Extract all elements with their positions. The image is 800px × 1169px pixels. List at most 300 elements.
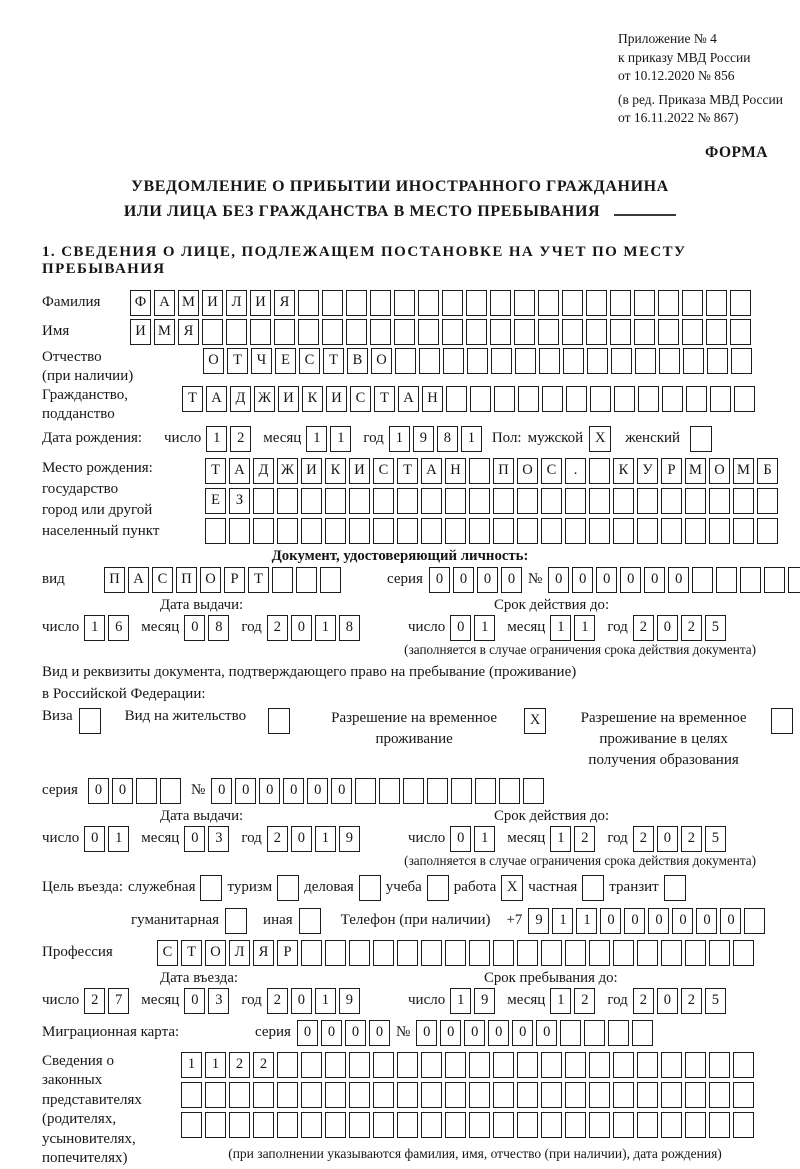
residence-permit-checkbox[interactable]: [268, 708, 290, 734]
birth-month-cells[interactable]: [306, 426, 351, 452]
purpose-work-checkbox[interactable]: X: [501, 875, 523, 901]
char-cell[interactable]: 0: [572, 567, 593, 593]
char-cell[interactable]: [610, 290, 631, 316]
char-cell[interactable]: [589, 1082, 610, 1108]
char-cell[interactable]: 1: [474, 615, 495, 641]
char-cell[interactable]: [565, 518, 586, 544]
char-cell[interactable]: [565, 1082, 586, 1108]
char-cell[interactable]: [355, 778, 376, 804]
char-cell[interactable]: [517, 488, 538, 514]
char-cell[interactable]: Ф: [130, 290, 151, 316]
char-cell[interactable]: [541, 1112, 562, 1138]
char-cell[interactable]: 0: [369, 1020, 390, 1046]
char-cell[interactable]: [349, 488, 370, 514]
doc-kind-cells[interactable]: [104, 567, 341, 593]
char-cell[interactable]: [469, 518, 490, 544]
char-cell[interactable]: Л: [226, 290, 247, 316]
char-cell[interactable]: [542, 386, 563, 412]
char-cell[interactable]: [466, 290, 487, 316]
char-cell[interactable]: 9: [413, 426, 434, 452]
char-cell[interactable]: О: [203, 348, 224, 374]
char-cell[interactable]: [181, 1082, 202, 1108]
residence-issue-day-cells[interactable]: [84, 826, 129, 852]
visa-checkbox[interactable]: [79, 708, 101, 734]
char-cell[interactable]: И: [301, 458, 322, 484]
char-cell[interactable]: 2: [574, 826, 595, 852]
representatives-cells-row2[interactable]: [181, 1082, 754, 1108]
sex-female-checkbox[interactable]: [690, 426, 712, 452]
char-cell[interactable]: [469, 1082, 490, 1108]
citizenship-cells[interactable]: [182, 386, 755, 412]
char-cell[interactable]: С: [350, 386, 371, 412]
char-cell[interactable]: [493, 518, 514, 544]
char-cell[interactable]: [373, 1052, 394, 1078]
char-cell[interactable]: 0: [657, 826, 678, 852]
char-cell[interactable]: С: [152, 567, 173, 593]
char-cell[interactable]: М: [733, 458, 754, 484]
doc-valid-year-cells[interactable]: [633, 615, 726, 641]
char-cell[interactable]: [442, 290, 463, 316]
char-cell[interactable]: [637, 1112, 658, 1138]
char-cell[interactable]: 1: [315, 988, 336, 1014]
residence-series-cells[interactable]: [88, 778, 181, 804]
char-cell[interactable]: 9: [339, 988, 360, 1014]
doc-issue-day-cells[interactable]: [84, 615, 129, 641]
char-cell[interactable]: [716, 567, 737, 593]
char-cell[interactable]: [658, 319, 679, 345]
char-cell[interactable]: [325, 518, 346, 544]
char-cell[interactable]: [710, 386, 731, 412]
char-cell[interactable]: [730, 319, 751, 345]
doc-valid-month-cells[interactable]: [550, 615, 595, 641]
doc-issue-year-cells[interactable]: [267, 615, 360, 641]
char-cell[interactable]: [740, 567, 761, 593]
char-cell[interactable]: [610, 319, 631, 345]
char-cell[interactable]: [733, 488, 754, 514]
char-cell[interactable]: [325, 1112, 346, 1138]
char-cell[interactable]: [686, 386, 707, 412]
purpose-transit-checkbox[interactable]: [664, 875, 686, 901]
char-cell[interactable]: 0: [235, 778, 256, 804]
char-cell[interactable]: 8: [208, 615, 229, 641]
char-cell[interactable]: [539, 348, 560, 374]
char-cell[interactable]: [661, 940, 682, 966]
char-cell[interactable]: 0: [672, 908, 693, 934]
char-cell[interactable]: [541, 1082, 562, 1108]
char-cell[interactable]: И: [130, 319, 151, 345]
residence-issue-month-cells[interactable]: [184, 826, 229, 852]
char-cell[interactable]: [418, 319, 439, 345]
char-cell[interactable]: 0: [84, 826, 105, 852]
char-cell[interactable]: 2: [267, 615, 288, 641]
purpose-business-checkbox[interactable]: [359, 875, 381, 901]
char-cell[interactable]: [427, 778, 448, 804]
char-cell[interactable]: [499, 778, 520, 804]
char-cell[interactable]: [632, 1020, 653, 1046]
char-cell[interactable]: [637, 1082, 658, 1108]
char-cell[interactable]: [301, 940, 322, 966]
char-cell[interactable]: [541, 1052, 562, 1078]
char-cell[interactable]: 0: [512, 1020, 533, 1046]
char-cell[interactable]: [250, 319, 271, 345]
char-cell[interactable]: [445, 1052, 466, 1078]
char-cell[interactable]: [661, 1052, 682, 1078]
char-cell[interactable]: Б: [757, 458, 778, 484]
char-cell[interactable]: [613, 1052, 634, 1078]
char-cell[interactable]: [394, 319, 415, 345]
char-cell[interactable]: [587, 348, 608, 374]
char-cell[interactable]: [397, 940, 418, 966]
char-cell[interactable]: [638, 386, 659, 412]
char-cell[interactable]: [490, 319, 511, 345]
char-cell[interactable]: О: [517, 458, 538, 484]
char-cell[interactable]: 0: [416, 1020, 437, 1046]
char-cell[interactable]: 0: [283, 778, 304, 804]
char-cell[interactable]: 0: [440, 1020, 461, 1046]
char-cell[interactable]: 2: [633, 826, 654, 852]
residence-valid-month-cells[interactable]: [550, 826, 595, 852]
char-cell[interactable]: 1: [181, 1052, 202, 1078]
char-cell[interactable]: 1: [550, 826, 571, 852]
char-cell[interactable]: 8: [339, 615, 360, 641]
char-cell[interactable]: М: [154, 319, 175, 345]
char-cell[interactable]: [685, 488, 706, 514]
char-cell[interactable]: [586, 290, 607, 316]
char-cell[interactable]: [517, 1112, 538, 1138]
char-cell[interactable]: Т: [181, 940, 202, 966]
profession-cells[interactable]: [157, 940, 754, 966]
char-cell[interactable]: 0: [668, 567, 689, 593]
char-cell[interactable]: [253, 1082, 274, 1108]
char-cell[interactable]: [373, 518, 394, 544]
char-cell[interactable]: [685, 940, 706, 966]
char-cell[interactable]: [349, 1052, 370, 1078]
char-cell[interactable]: [523, 778, 544, 804]
char-cell[interactable]: [397, 1052, 418, 1078]
doc-valid-day-cells[interactable]: [450, 615, 495, 641]
char-cell[interactable]: [322, 319, 343, 345]
char-cell[interactable]: 1: [84, 615, 105, 641]
char-cell[interactable]: [706, 319, 727, 345]
doc-series-cells[interactable]: [429, 567, 522, 593]
char-cell[interactable]: [229, 1082, 250, 1108]
char-cell[interactable]: Я: [178, 319, 199, 345]
char-cell[interactable]: [685, 1082, 706, 1108]
char-cell[interactable]: [692, 567, 713, 593]
char-cell[interactable]: [467, 348, 488, 374]
char-cell[interactable]: 1: [550, 988, 571, 1014]
char-cell[interactable]: [373, 488, 394, 514]
char-cell[interactable]: Я: [253, 940, 274, 966]
char-cell[interactable]: [560, 1020, 581, 1046]
char-cell[interactable]: [370, 319, 391, 345]
migration-number-cells[interactable]: [416, 1020, 653, 1046]
char-cell[interactable]: [589, 940, 610, 966]
char-cell[interactable]: А: [128, 567, 149, 593]
char-cell[interactable]: 3: [208, 988, 229, 1014]
char-cell[interactable]: [301, 1052, 322, 1078]
char-cell[interactable]: 2: [230, 426, 251, 452]
char-cell[interactable]: [565, 1112, 586, 1138]
char-cell[interactable]: О: [205, 940, 226, 966]
char-cell[interactable]: 0: [548, 567, 569, 593]
char-cell[interactable]: 5: [705, 988, 726, 1014]
char-cell[interactable]: Т: [397, 458, 418, 484]
char-cell[interactable]: [493, 1082, 514, 1108]
char-cell[interactable]: [586, 319, 607, 345]
char-cell[interactable]: [637, 1052, 658, 1078]
char-cell[interactable]: 2: [267, 988, 288, 1014]
char-cell[interactable]: А: [398, 386, 419, 412]
char-cell[interactable]: [661, 518, 682, 544]
char-cell[interactable]: [757, 488, 778, 514]
entry-day-cells[interactable]: [84, 988, 129, 1014]
char-cell[interactable]: 1: [552, 908, 573, 934]
char-cell[interactable]: [490, 290, 511, 316]
char-cell[interactable]: Т: [205, 458, 226, 484]
char-cell[interactable]: [517, 1052, 538, 1078]
char-cell[interactable]: [682, 319, 703, 345]
char-cell[interactable]: [349, 940, 370, 966]
char-cell[interactable]: [397, 488, 418, 514]
char-cell[interactable]: [470, 386, 491, 412]
char-cell[interactable]: [469, 1112, 490, 1138]
char-cell[interactable]: [563, 348, 584, 374]
char-cell[interactable]: 2: [84, 988, 105, 1014]
char-cell[interactable]: [709, 1052, 730, 1078]
char-cell[interactable]: [421, 488, 442, 514]
char-cell[interactable]: [301, 518, 322, 544]
char-cell[interactable]: [229, 518, 250, 544]
char-cell[interactable]: [445, 518, 466, 544]
char-cell[interactable]: [635, 348, 656, 374]
char-cell[interactable]: А: [206, 386, 227, 412]
char-cell[interactable]: 1: [474, 826, 495, 852]
char-cell[interactable]: [320, 567, 341, 593]
char-cell[interactable]: [685, 1112, 706, 1138]
char-cell[interactable]: 1: [574, 615, 595, 641]
char-cell[interactable]: В: [347, 348, 368, 374]
char-cell[interactable]: З: [229, 488, 250, 514]
char-cell[interactable]: [325, 1082, 346, 1108]
char-cell[interactable]: И: [250, 290, 271, 316]
char-cell[interactable]: 0: [657, 615, 678, 641]
char-cell[interactable]: [517, 518, 538, 544]
char-cell[interactable]: [682, 290, 703, 316]
char-cell[interactable]: Ж: [254, 386, 275, 412]
char-cell[interactable]: [731, 348, 752, 374]
char-cell[interactable]: [253, 518, 274, 544]
char-cell[interactable]: [325, 940, 346, 966]
char-cell[interactable]: 0: [696, 908, 717, 934]
char-cell[interactable]: К: [325, 458, 346, 484]
char-cell[interactable]: 0: [620, 567, 641, 593]
char-cell[interactable]: [541, 940, 562, 966]
char-cell[interactable]: Н: [445, 458, 466, 484]
char-cell[interactable]: [181, 1112, 202, 1138]
char-cell[interactable]: С: [157, 940, 178, 966]
char-cell[interactable]: О: [371, 348, 392, 374]
char-cell[interactable]: [565, 940, 586, 966]
char-cell[interactable]: [475, 778, 496, 804]
char-cell[interactable]: [205, 518, 226, 544]
char-cell[interactable]: [421, 1052, 442, 1078]
char-cell[interactable]: С: [541, 458, 562, 484]
birth-year-cells[interactable]: [389, 426, 482, 452]
char-cell[interactable]: О: [200, 567, 221, 593]
char-cell[interactable]: [706, 290, 727, 316]
char-cell[interactable]: [517, 1082, 538, 1108]
char-cell[interactable]: 0: [88, 778, 109, 804]
char-cell[interactable]: [614, 386, 635, 412]
char-cell[interactable]: 1: [315, 615, 336, 641]
char-cell[interactable]: [301, 488, 322, 514]
char-cell[interactable]: [562, 290, 583, 316]
char-cell[interactable]: [446, 386, 467, 412]
char-cell[interactable]: [661, 488, 682, 514]
char-cell[interactable]: [253, 488, 274, 514]
phone-cells[interactable]: [528, 908, 765, 934]
char-cell[interactable]: 0: [600, 908, 621, 934]
char-cell[interactable]: 1: [389, 426, 410, 452]
char-cell[interactable]: 1: [461, 426, 482, 452]
char-cell[interactable]: [707, 348, 728, 374]
char-cell[interactable]: 1: [205, 1052, 226, 1078]
char-cell[interactable]: [397, 1082, 418, 1108]
char-cell[interactable]: [442, 319, 463, 345]
char-cell[interactable]: [733, 940, 754, 966]
char-cell[interactable]: 0: [184, 615, 205, 641]
char-cell[interactable]: [764, 567, 785, 593]
char-cell[interactable]: 0: [112, 778, 133, 804]
char-cell[interactable]: 1: [108, 826, 129, 852]
char-cell[interactable]: [637, 488, 658, 514]
char-cell[interactable]: [613, 940, 634, 966]
char-cell[interactable]: 1: [330, 426, 351, 452]
char-cell[interactable]: 0: [648, 908, 669, 934]
char-cell[interactable]: [613, 518, 634, 544]
char-cell[interactable]: [514, 319, 535, 345]
char-cell[interactable]: [379, 778, 400, 804]
char-cell[interactable]: 8: [437, 426, 458, 452]
char-cell[interactable]: [373, 1112, 394, 1138]
char-cell[interactable]: 0: [453, 567, 474, 593]
purpose-study-checkbox[interactable]: [427, 875, 449, 901]
char-cell[interactable]: 1: [206, 426, 227, 452]
char-cell[interactable]: 0: [450, 615, 471, 641]
char-cell[interactable]: Я: [274, 290, 295, 316]
residence-valid-day-cells[interactable]: [450, 826, 495, 852]
char-cell[interactable]: Е: [275, 348, 296, 374]
char-cell[interactable]: [205, 1112, 226, 1138]
char-cell[interactable]: П: [176, 567, 197, 593]
purpose-official-checkbox[interactable]: [200, 875, 222, 901]
residence-issue-year-cells[interactable]: [267, 826, 360, 852]
char-cell[interactable]: 0: [596, 567, 617, 593]
char-cell[interactable]: [136, 778, 157, 804]
char-cell[interactable]: 2: [681, 988, 702, 1014]
char-cell[interactable]: Р: [224, 567, 245, 593]
char-cell[interactable]: 5: [705, 615, 726, 641]
char-cell[interactable]: [397, 518, 418, 544]
representatives-cells-row1[interactable]: [181, 1052, 754, 1078]
entry-year-cells[interactable]: [267, 988, 360, 1014]
purpose-other-checkbox[interactable]: [299, 908, 321, 934]
char-cell[interactable]: [566, 386, 587, 412]
char-cell[interactable]: Т: [227, 348, 248, 374]
char-cell[interactable]: 9: [528, 908, 549, 934]
char-cell[interactable]: П: [104, 567, 125, 593]
char-cell[interactable]: 0: [291, 615, 312, 641]
char-cell[interactable]: [469, 488, 490, 514]
char-cell[interactable]: [493, 488, 514, 514]
char-cell[interactable]: [514, 290, 535, 316]
char-cell[interactable]: [421, 1082, 442, 1108]
char-cell[interactable]: [277, 488, 298, 514]
char-cell[interactable]: [274, 319, 295, 345]
char-cell[interactable]: 0: [321, 1020, 342, 1046]
char-cell[interactable]: 1: [576, 908, 597, 934]
temp-residence-edu-checkbox[interactable]: [771, 708, 793, 734]
char-cell[interactable]: [301, 1112, 322, 1138]
char-cell[interactable]: [494, 386, 515, 412]
char-cell[interactable]: М: [685, 458, 706, 484]
char-cell[interactable]: И: [278, 386, 299, 412]
char-cell[interactable]: [613, 488, 634, 514]
char-cell[interactable]: С: [373, 458, 394, 484]
char-cell[interactable]: [419, 348, 440, 374]
char-cell[interactable]: 2: [681, 826, 702, 852]
char-cell[interactable]: 2: [229, 1052, 250, 1078]
char-cell[interactable]: 2: [633, 988, 654, 1014]
char-cell[interactable]: М: [178, 290, 199, 316]
char-cell[interactable]: 0: [536, 1020, 557, 1046]
doc-issue-month-cells[interactable]: [184, 615, 229, 641]
char-cell[interactable]: 0: [488, 1020, 509, 1046]
char-cell[interactable]: 0: [657, 988, 678, 1014]
char-cell[interactable]: 0: [211, 778, 232, 804]
char-cell[interactable]: [608, 1020, 629, 1046]
char-cell[interactable]: [709, 940, 730, 966]
char-cell[interactable]: [445, 1112, 466, 1138]
char-cell[interactable]: Т: [182, 386, 203, 412]
char-cell[interactable]: 0: [291, 826, 312, 852]
char-cell[interactable]: [538, 290, 559, 316]
char-cell[interactable]: [301, 1082, 322, 1108]
char-cell[interactable]: Р: [277, 940, 298, 966]
birth-place-cells-row1[interactable]: [205, 458, 778, 484]
char-cell[interactable]: [325, 488, 346, 514]
char-cell[interactable]: [469, 458, 490, 484]
char-cell[interactable]: [418, 290, 439, 316]
surname-cells[interactable]: [130, 290, 751, 316]
char-cell[interactable]: [562, 319, 583, 345]
char-cell[interactable]: [229, 1112, 250, 1138]
char-cell[interactable]: Т: [374, 386, 395, 412]
char-cell[interactable]: [518, 386, 539, 412]
temp-residence-checkbox[interactable]: X: [524, 708, 546, 734]
char-cell[interactable]: [733, 518, 754, 544]
char-cell[interactable]: 9: [474, 988, 495, 1014]
char-cell[interactable]: 0: [624, 908, 645, 934]
char-cell[interactable]: [589, 518, 610, 544]
char-cell[interactable]: [637, 940, 658, 966]
char-cell[interactable]: [445, 1082, 466, 1108]
char-cell[interactable]: [160, 778, 181, 804]
char-cell[interactable]: [277, 518, 298, 544]
char-cell[interactable]: [253, 1112, 274, 1138]
char-cell[interactable]: [685, 1052, 706, 1078]
